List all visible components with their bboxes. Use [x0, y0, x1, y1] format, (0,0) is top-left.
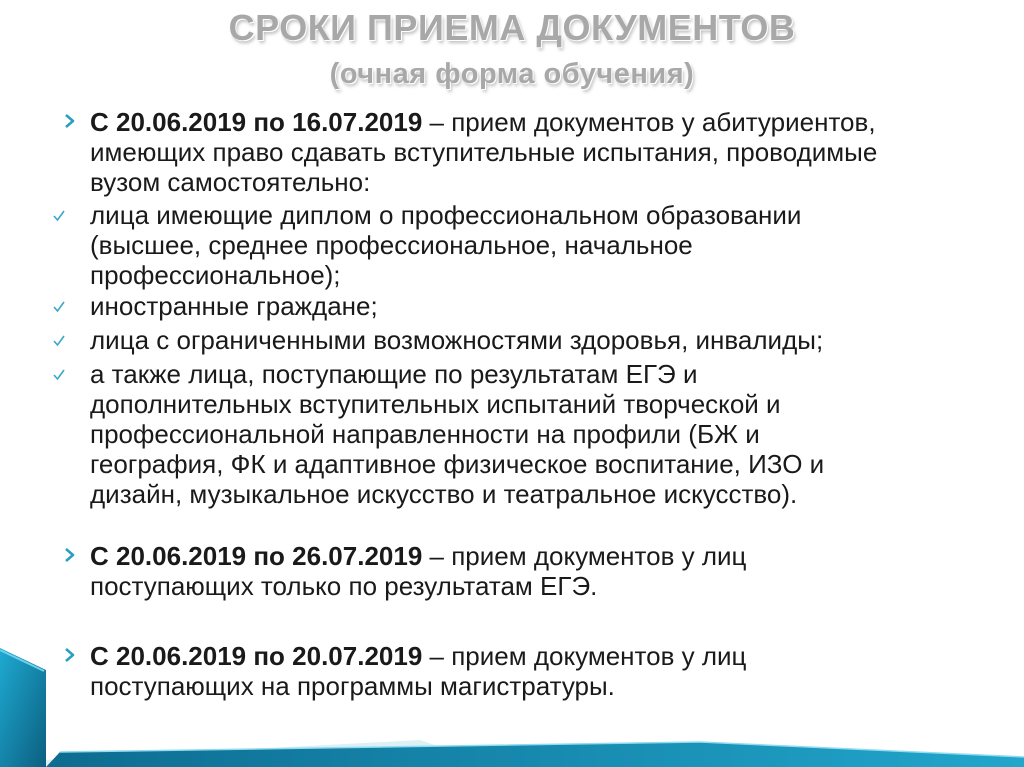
list-item: [90, 359, 990, 509]
item-text: дизайн, музыкальное искусство и театральное искусство).: [90, 479, 798, 509]
check-bullet-icon: [50, 206, 68, 226]
list-item: [90, 541, 990, 601]
arrow-bullet-icon: [61, 111, 79, 131]
item-text: – прием документов у лиц: [422, 641, 747, 671]
item-text: (высшее, среднее профессиональное, начальное: [90, 230, 693, 260]
item-text: поступающих на программы магистратуры.: [90, 671, 615, 701]
check-bullet-icon: [50, 365, 68, 385]
item-text: профессиональной направленности на профили (БЖ и: [90, 419, 760, 449]
arrow-bullet-icon: [61, 645, 79, 665]
slide-subtitle: (очная форма обучения): [329, 58, 695, 90]
slide-title: СРОКИ ПРИЕМА ДОКУМЕНТОВ: [228, 7, 796, 48]
list-item: [90, 200, 990, 290]
item-date-range: С 20.06.2019 по 16.07.2019: [90, 107, 423, 137]
item-text: имеющих право сдавать вступительные испытания, проводимые: [90, 137, 878, 167]
list-item: [90, 641, 990, 701]
item-text: – прием документов у лиц: [422, 541, 747, 571]
item-date-range: С 20.06.2019 по 26.07.2019: [90, 541, 423, 571]
list-item: [90, 291, 990, 321]
item-text: дополнительных вступительных испытаний творческой и: [90, 389, 781, 419]
arrow-bullet-icon: [61, 545, 79, 565]
item-text: профессиональное);: [90, 260, 341, 290]
item-text: а также лица, поступающие по результатам ЕГЭ и: [90, 359, 698, 389]
check-bullet-icon: [50, 297, 68, 317]
item-text: вузом самостоятельно:: [90, 167, 371, 197]
list-item: [90, 325, 990, 355]
item-text: лица с ограниченными возможностями здоровья, инвалиды;: [90, 325, 824, 355]
item-text: лица имеющие диплом о профессиональном образовании: [90, 200, 802, 230]
item-text: география, ФК и адаптивное физическое воспитание, ИЗО и: [90, 449, 825, 479]
item-text: – прием документов у абитуриентов,: [422, 107, 876, 137]
item-text: поступающих только по результатам ЕГЭ.: [90, 571, 598, 601]
item-text: иностранные граждане;: [90, 291, 378, 321]
check-bullet-icon: [50, 331, 68, 351]
list-item: [90, 107, 990, 197]
item-date-range: С 20.06.2019 по 20.07.2019: [90, 641, 423, 671]
